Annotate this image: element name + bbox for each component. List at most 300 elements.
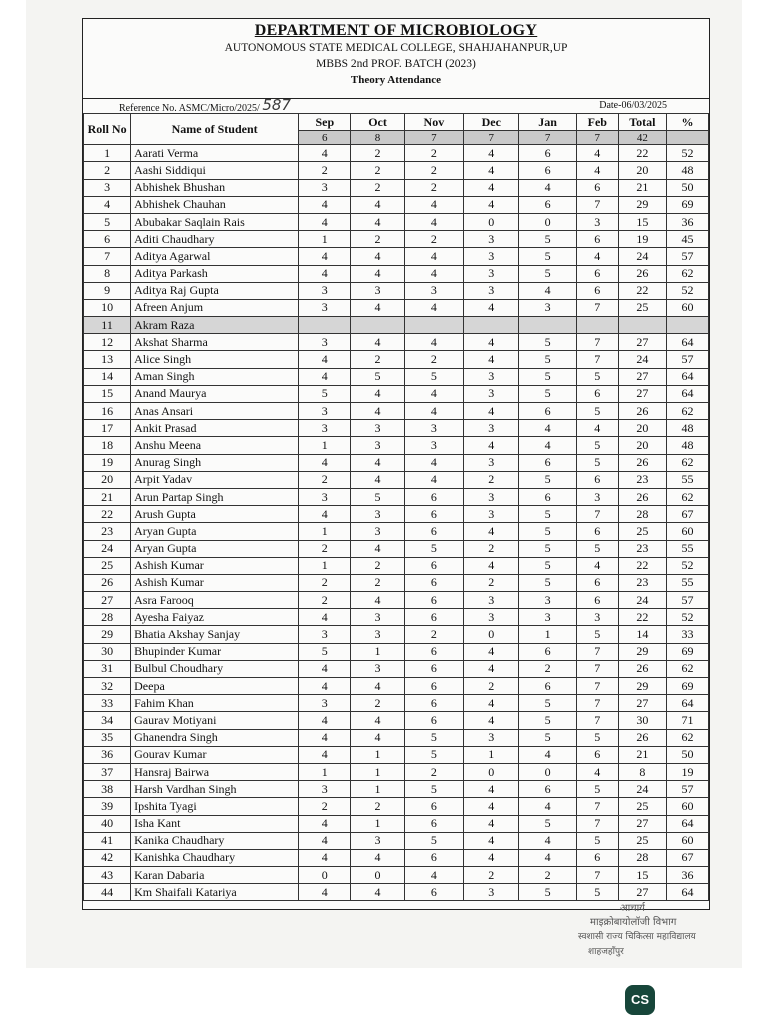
student-name-cell: Aryan Gupta xyxy=(131,540,299,557)
oct-cell: 3 xyxy=(351,660,404,677)
sep-cell: 3 xyxy=(299,179,351,196)
oct-cell: 2 xyxy=(351,557,404,574)
feb-cell: 7 xyxy=(576,678,618,695)
college-name: AUTONOMOUS STATE MEDICAL COLLEGE, SHAHJAHANPUR,UP xyxy=(224,42,568,54)
student-name-cell: Aditya Agarwal xyxy=(131,248,299,265)
sep-cell: 2 xyxy=(299,162,351,179)
table-row xyxy=(84,781,709,798)
feb-cell: 3 xyxy=(576,488,618,505)
student-name-cell: Ashish Kumar xyxy=(131,557,299,574)
student-name-cell: Ankit Prasad xyxy=(131,420,299,437)
roll-no-cell: 2 xyxy=(84,162,131,179)
student-name-cell: Aditya Parkash xyxy=(131,265,299,282)
sep-cell: 3 xyxy=(299,282,351,299)
roll-no-cell: 30 xyxy=(84,643,131,660)
student-name-cell: Bhupinder Kumar xyxy=(131,643,299,660)
held-jan: 7 xyxy=(519,131,576,145)
nov-cell: 6 xyxy=(404,523,463,540)
dec-cell: 3 xyxy=(464,265,519,282)
sep-cell: 2 xyxy=(299,540,351,557)
held-oct: 8 xyxy=(351,131,404,145)
oct-cell: 4 xyxy=(351,213,404,230)
roll-no-cell: 36 xyxy=(84,746,131,763)
sep-cell: 3 xyxy=(299,695,351,712)
jan-cell: 6 xyxy=(519,196,576,213)
table-row xyxy=(84,403,709,420)
percent-cell: 36 xyxy=(666,867,708,884)
jan-cell: 5 xyxy=(519,385,576,402)
table-row xyxy=(84,678,709,695)
feb-cell: 3 xyxy=(576,213,618,230)
jan-cell: 5 xyxy=(519,368,576,385)
nov-cell: 2 xyxy=(404,145,463,162)
total-cell: 26 xyxy=(618,265,666,282)
stamp-line-2: माइक्रोबायोलॉजी विभाग xyxy=(590,917,677,928)
feb-cell: 5 xyxy=(576,437,618,454)
nov-cell: 6 xyxy=(404,592,463,609)
roll-no-cell: 38 xyxy=(84,781,131,798)
jan-cell: 4 xyxy=(519,798,576,815)
total-cell: 25 xyxy=(618,523,666,540)
table-row xyxy=(84,849,709,866)
oct-cell: 4 xyxy=(351,385,404,402)
sep-cell: 4 xyxy=(299,849,351,866)
jan-cell: 5 xyxy=(519,231,576,248)
roll-no-cell: 10 xyxy=(84,299,131,316)
roll-no-cell: 40 xyxy=(84,815,131,832)
total-cell: 22 xyxy=(618,282,666,299)
percent-cell: 57 xyxy=(666,781,708,798)
nov-cell: 2 xyxy=(404,162,463,179)
table-row xyxy=(84,815,709,832)
nov-cell: 4 xyxy=(404,471,463,488)
sep-cell: 3 xyxy=(299,403,351,420)
oct-cell: 0 xyxy=(351,867,404,884)
feb-cell: 5 xyxy=(576,454,618,471)
student-name-cell: Km Shaifali Katariya xyxy=(131,884,299,901)
jan-cell: 6 xyxy=(519,145,576,162)
held-feb: 7 xyxy=(576,131,618,145)
reference-row xyxy=(83,98,709,113)
sep-cell: 1 xyxy=(299,763,351,780)
sep-cell: 4 xyxy=(299,145,351,162)
sep-cell: 5 xyxy=(299,643,351,660)
roll-no-cell: 22 xyxy=(84,506,131,523)
dec-cell: 3 xyxy=(464,592,519,609)
percent-cell: 57 xyxy=(666,351,708,368)
roll-no-cell: 29 xyxy=(84,626,131,643)
roll-no-cell: 11 xyxy=(84,317,131,334)
stamp-line-4: शाहजहाँपुर xyxy=(588,947,624,957)
document-date: Date-06/03/2025 xyxy=(599,100,667,111)
feb-cell: 6 xyxy=(576,574,618,591)
jan-cell: 5 xyxy=(519,574,576,591)
roll-no-cell: 15 xyxy=(84,385,131,402)
dec-cell: 4 xyxy=(464,557,519,574)
jan-cell: 6 xyxy=(519,403,576,420)
feb-cell: 7 xyxy=(576,712,618,729)
col-oct: Oct xyxy=(351,114,404,131)
percent-cell: 52 xyxy=(666,282,708,299)
total-cell: 24 xyxy=(618,592,666,609)
dec-cell: 3 xyxy=(464,282,519,299)
jan-cell: 5 xyxy=(519,351,576,368)
col-student-name: Name of Student xyxy=(131,114,299,145)
total-cell: 22 xyxy=(618,609,666,626)
batch-name: MBBS 2nd PROF. BATCH (2023) xyxy=(316,58,476,70)
total-cell: 27 xyxy=(618,884,666,901)
reference-label: Reference No. ASMC/Micro/2025/ xyxy=(119,103,260,114)
nov-cell: 2 xyxy=(404,231,463,248)
percent-cell: 19 xyxy=(666,763,708,780)
total-cell: 24 xyxy=(618,248,666,265)
signature-stamp xyxy=(560,898,745,964)
total-cell: 23 xyxy=(618,540,666,557)
total-cell: 15 xyxy=(618,867,666,884)
table-row xyxy=(84,832,709,849)
jan-cell: 4 xyxy=(519,832,576,849)
feb-cell: 4 xyxy=(576,420,618,437)
nov-cell: 5 xyxy=(404,729,463,746)
total-cell: 21 xyxy=(618,746,666,763)
jan-cell: 5 xyxy=(519,695,576,712)
oct-cell: 3 xyxy=(351,506,404,523)
feb-cell: 6 xyxy=(576,179,618,196)
oct-cell: 3 xyxy=(351,609,404,626)
jan-cell: 0 xyxy=(519,213,576,230)
jan-cell: 4 xyxy=(519,179,576,196)
dec-cell xyxy=(464,317,519,334)
sep-cell: 4 xyxy=(299,678,351,695)
jan-cell: 2 xyxy=(519,867,576,884)
total-cell: 24 xyxy=(618,351,666,368)
nov-cell: 6 xyxy=(404,574,463,591)
roll-no-cell: 42 xyxy=(84,849,131,866)
jan-cell: 6 xyxy=(519,781,576,798)
dec-cell: 4 xyxy=(464,299,519,316)
oct-cell: 3 xyxy=(351,437,404,454)
feb-cell: 5 xyxy=(576,729,618,746)
percent-cell: 60 xyxy=(666,798,708,815)
table-row xyxy=(84,746,709,763)
oct-cell: 1 xyxy=(351,643,404,660)
percent-cell: 64 xyxy=(666,385,708,402)
feb-cell: 7 xyxy=(576,798,618,815)
percent-cell: 48 xyxy=(666,162,708,179)
sep-cell: 4 xyxy=(299,609,351,626)
student-name-cell: Ayesha Faiyaz xyxy=(131,609,299,626)
nov-cell: 2 xyxy=(404,351,463,368)
roll-no-cell: 28 xyxy=(84,609,131,626)
student-name-cell: Ipshita Tyagi xyxy=(131,798,299,815)
student-name-cell: Anshu Meena xyxy=(131,437,299,454)
roll-no-cell: 33 xyxy=(84,695,131,712)
feb-cell: 3 xyxy=(576,609,618,626)
dec-cell: 3 xyxy=(464,506,519,523)
oct-cell: 4 xyxy=(351,849,404,866)
student-name-cell: Gourav Kumar xyxy=(131,746,299,763)
table-row xyxy=(84,643,709,660)
roll-no-cell: 12 xyxy=(84,334,131,351)
percent-cell: 55 xyxy=(666,471,708,488)
oct-cell: 2 xyxy=(351,695,404,712)
col-sep: Sep xyxy=(299,114,351,131)
oct-cell: 1 xyxy=(351,763,404,780)
sep-cell: 3 xyxy=(299,420,351,437)
percent-cell: 55 xyxy=(666,574,708,591)
jan-cell: 6 xyxy=(519,643,576,660)
feb-cell: 7 xyxy=(576,643,618,660)
feb-cell: 4 xyxy=(576,557,618,574)
total-cell: 27 xyxy=(618,334,666,351)
dec-cell: 4 xyxy=(464,351,519,368)
nov-cell: 4 xyxy=(404,385,463,402)
dec-cell: 4 xyxy=(464,815,519,832)
nov-cell: 2 xyxy=(404,763,463,780)
dec-cell: 2 xyxy=(464,678,519,695)
reference-handwritten: 587 xyxy=(262,96,291,114)
roll-no-cell: 7 xyxy=(84,248,131,265)
jan-cell: 5 xyxy=(519,557,576,574)
sep-cell: 4 xyxy=(299,815,351,832)
department-title: DEPARTMENT OF MICROBIOLOGY xyxy=(254,22,538,39)
total-cell: 28 xyxy=(618,506,666,523)
table-row xyxy=(84,213,709,230)
nov-cell: 6 xyxy=(404,815,463,832)
nov-cell: 4 xyxy=(404,403,463,420)
feb-cell: 6 xyxy=(576,231,618,248)
percent-cell: 57 xyxy=(666,248,708,265)
oct-cell: 5 xyxy=(351,488,404,505)
nov-cell: 3 xyxy=(404,282,463,299)
roll-no-cell: 3 xyxy=(84,179,131,196)
student-name-cell: Abubakar Saqlain Rais xyxy=(131,213,299,230)
percent-cell: 64 xyxy=(666,884,708,901)
dec-cell: 4 xyxy=(464,403,519,420)
student-name-cell: Fahim Khan xyxy=(131,695,299,712)
oct-cell: 4 xyxy=(351,592,404,609)
jan-cell: 0 xyxy=(519,763,576,780)
roll-no-cell: 35 xyxy=(84,729,131,746)
oct-cell: 4 xyxy=(351,403,404,420)
percent-cell: 69 xyxy=(666,196,708,213)
sep-cell: 3 xyxy=(299,626,351,643)
jan-cell: 5 xyxy=(519,884,576,901)
total-cell: 27 xyxy=(618,695,666,712)
dec-cell: 3 xyxy=(464,368,519,385)
sep-cell: 2 xyxy=(299,574,351,591)
oct-cell: 4 xyxy=(351,712,404,729)
total-cell: 20 xyxy=(618,437,666,454)
feb-cell: 7 xyxy=(576,660,618,677)
student-name-cell: Alice Singh xyxy=(131,351,299,368)
table-row xyxy=(84,626,709,643)
roll-no-cell: 44 xyxy=(84,884,131,901)
dec-cell: 0 xyxy=(464,626,519,643)
student-name-cell: Aarati Verma xyxy=(131,145,299,162)
camscanner-badge: CS xyxy=(625,985,655,1015)
jan-cell: 2 xyxy=(519,660,576,677)
jan-cell: 5 xyxy=(519,471,576,488)
oct-cell: 4 xyxy=(351,248,404,265)
attendance-table xyxy=(83,113,709,901)
dec-cell: 4 xyxy=(464,849,519,866)
roll-no-cell: 23 xyxy=(84,523,131,540)
feb-cell: 4 xyxy=(576,162,618,179)
held-nov: 7 xyxy=(404,131,463,145)
percent-cell: 62 xyxy=(666,488,708,505)
total-cell: 15 xyxy=(618,213,666,230)
feb-cell: 6 xyxy=(576,523,618,540)
feb-cell: 7 xyxy=(576,506,618,523)
total-cell: 26 xyxy=(618,403,666,420)
feb-cell: 5 xyxy=(576,403,618,420)
oct-cell: 2 xyxy=(351,179,404,196)
student-name-cell: Afreen Anjum xyxy=(131,299,299,316)
sep-cell: 4 xyxy=(299,454,351,471)
percent-cell: 62 xyxy=(666,403,708,420)
total-cell: 20 xyxy=(618,162,666,179)
feb-cell: 7 xyxy=(576,299,618,316)
percent-cell: 64 xyxy=(666,368,708,385)
jan-cell: 6 xyxy=(519,488,576,505)
dec-cell: 4 xyxy=(464,643,519,660)
student-name-cell: Hansraj Bairwa xyxy=(131,763,299,780)
percent-cell: 67 xyxy=(666,506,708,523)
sep-cell: 4 xyxy=(299,248,351,265)
dec-cell: 4 xyxy=(464,781,519,798)
sep-cell: 3 xyxy=(299,488,351,505)
sep-cell: 4 xyxy=(299,196,351,213)
sep-cell: 2 xyxy=(299,592,351,609)
sep-cell: 5 xyxy=(299,385,351,402)
total-cell: 20 xyxy=(618,420,666,437)
oct-cell: 2 xyxy=(351,351,404,368)
sep-cell: 0 xyxy=(299,867,351,884)
feb-cell: 6 xyxy=(576,592,618,609)
sep-cell: 3 xyxy=(299,781,351,798)
oct-cell: 2 xyxy=(351,162,404,179)
roll-no-cell: 31 xyxy=(84,660,131,677)
nov-cell: 3 xyxy=(404,437,463,454)
oct-cell: 3 xyxy=(351,282,404,299)
total-cell: 24 xyxy=(618,781,666,798)
total-cell: 26 xyxy=(618,660,666,677)
dec-cell: 4 xyxy=(464,832,519,849)
jan-cell: 5 xyxy=(519,540,576,557)
percent-cell: 57 xyxy=(666,592,708,609)
jan-cell: 6 xyxy=(519,162,576,179)
nov-cell: 6 xyxy=(404,695,463,712)
roll-no-cell: 24 xyxy=(84,540,131,557)
jan-cell: 3 xyxy=(519,592,576,609)
table-row xyxy=(84,162,709,179)
sep-cell: 4 xyxy=(299,265,351,282)
table-row xyxy=(84,488,709,505)
table-row xyxy=(84,763,709,780)
nov-cell: 6 xyxy=(404,557,463,574)
table-row xyxy=(84,282,709,299)
nov-cell: 4 xyxy=(404,248,463,265)
oct-cell: 4 xyxy=(351,540,404,557)
held-percent xyxy=(666,131,708,145)
percent-cell: 33 xyxy=(666,626,708,643)
total-cell: 22 xyxy=(618,557,666,574)
feb-cell: 6 xyxy=(576,471,618,488)
total-cell: 26 xyxy=(618,729,666,746)
nov-cell: 6 xyxy=(404,643,463,660)
student-name-cell: Anas Ansari xyxy=(131,403,299,420)
sep-cell: 1 xyxy=(299,231,351,248)
oct-cell xyxy=(351,317,404,334)
sep-cell: 4 xyxy=(299,712,351,729)
nov-cell: 6 xyxy=(404,488,463,505)
student-name-cell: Arun Partap Singh xyxy=(131,488,299,505)
oct-cell: 4 xyxy=(351,884,404,901)
sep-cell: 1 xyxy=(299,523,351,540)
dec-cell: 4 xyxy=(464,798,519,815)
percent-cell: 50 xyxy=(666,746,708,763)
nov-cell: 4 xyxy=(404,454,463,471)
table-row xyxy=(84,196,709,213)
student-name-cell: Anurag Singh xyxy=(131,454,299,471)
student-name-cell: Kanika Chaudhary xyxy=(131,832,299,849)
dec-cell: 3 xyxy=(464,231,519,248)
table-row xyxy=(84,231,709,248)
dec-cell: 4 xyxy=(464,196,519,213)
dec-cell: 4 xyxy=(464,334,519,351)
total-cell: 27 xyxy=(618,368,666,385)
dec-cell: 3 xyxy=(464,454,519,471)
roll-no-cell: 34 xyxy=(84,712,131,729)
feb-cell: 7 xyxy=(576,815,618,832)
percent-cell: 48 xyxy=(666,420,708,437)
student-name-cell: Arush Gupta xyxy=(131,506,299,523)
student-name-cell: Karan Dabaria xyxy=(131,867,299,884)
feb-cell: 7 xyxy=(576,867,618,884)
percent-cell: 71 xyxy=(666,712,708,729)
nov-cell: 6 xyxy=(404,609,463,626)
roll-no-cell: 17 xyxy=(84,420,131,437)
sep-cell: 4 xyxy=(299,660,351,677)
nov-cell: 4 xyxy=(404,867,463,884)
percent-cell: 69 xyxy=(666,643,708,660)
jan-cell: 4 xyxy=(519,746,576,763)
table-row xyxy=(84,506,709,523)
sep-cell: 1 xyxy=(299,557,351,574)
dec-cell: 4 xyxy=(464,162,519,179)
table-row xyxy=(84,712,709,729)
table-header-row xyxy=(84,114,709,131)
oct-cell: 2 xyxy=(351,145,404,162)
feb-cell: 5 xyxy=(576,832,618,849)
nov-cell: 5 xyxy=(404,781,463,798)
student-name-cell: Akshat Sharma xyxy=(131,334,299,351)
student-name-cell: Aditi Chaudhary xyxy=(131,231,299,248)
total-cell: 27 xyxy=(618,385,666,402)
percent-cell: 52 xyxy=(666,145,708,162)
table-row xyxy=(84,299,709,316)
feb-cell: 6 xyxy=(576,385,618,402)
percent-cell: 50 xyxy=(666,179,708,196)
percent-cell: 64 xyxy=(666,695,708,712)
student-name-cell: Aashi Siddiqui xyxy=(131,162,299,179)
oct-cell: 4 xyxy=(351,334,404,351)
feb-cell: 5 xyxy=(576,540,618,557)
dec-cell: 4 xyxy=(464,145,519,162)
student-name-cell: Aryan Gupta xyxy=(131,523,299,540)
col-feb: Feb xyxy=(576,114,618,131)
